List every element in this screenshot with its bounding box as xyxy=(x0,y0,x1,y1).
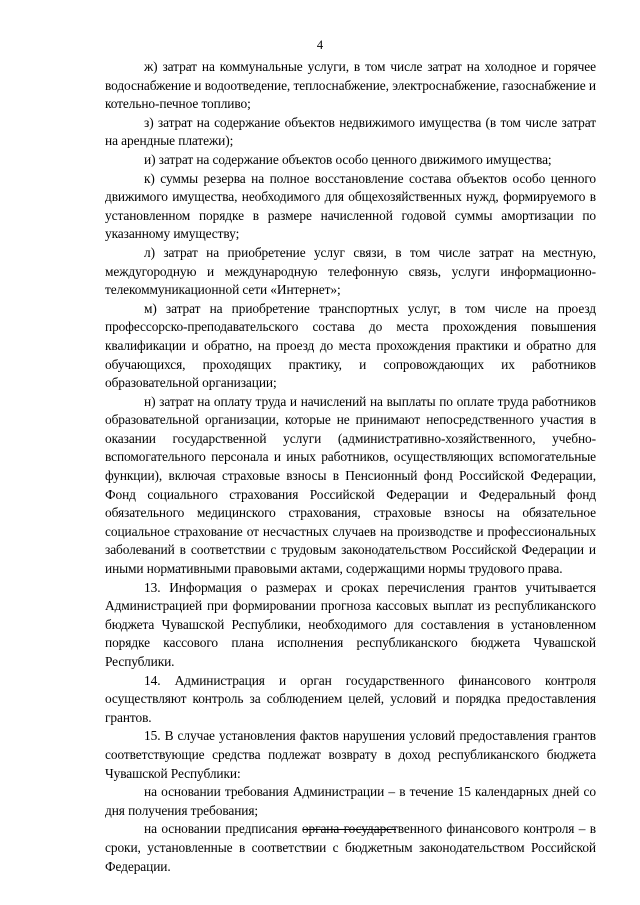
document-body xyxy=(105,58,596,876)
paragraph-k: к) суммы резерва на полное восстановление состава объектов особо ценного движимого имущества, необходимого для общехозяйственных нужд, формируемого в установленном порядке в размере начисленной годовой суммы амортизации по указанному имуществу; xyxy=(105,170,596,242)
paragraph-15-administration: на основании требования Администрации – в течение 15 календарных дней со дня получения требования; xyxy=(105,784,596,818)
paragraph-n: н) затрат на оплату труда и начислений на выплаты по оплате труда работников образовательной организации, которые не принимают непосредственного участия в оказании государственной услуги (административно-хозяйственного, учебно-вспомогательного персонала и иных работников, осуществляющих вспомогательные функции), включая страховые взносы в Пенсионный фонд Российской Федерации, Фонд социального страхования Российской Федерации и Федеральный фонд обязательного медицинского страхования, страховые взносы на обязательное социальное страхование от несчастных случаев на производстве и профессиональных заболеваний в соответствии с трудовым законодательством Российской Федерации и иными нормативными правовыми актами, содержащими нормы трудового права. xyxy=(105,393,596,577)
paragraph-z: з) затрат на содержание объектов недвижимого имущества (в том числе затрат на арендные платежи); xyxy=(105,114,596,149)
paragraph-15-control-body: на основании предписания органа государственного финансового контроля – в сроки, установленные в соответствии с бюджетным законодательством Российской Федерации. xyxy=(105,821,596,874)
paragraph-13: 13. Информация о размерах и сроках перечисления грантов учитывается Администрацией при формировании прогноза кассовых выплат из республиканского бюджета Чувашской Республики, необходимого для составления в установленном порядке кассового плана исполнения республиканского бюджета Чувашской Республики. xyxy=(105,579,596,669)
page-number: 4 xyxy=(316,38,324,52)
paragraph-zh: ж) затрат на коммунальные услуги, в том числе затрат на холодное и горячее водоснабжение и водоотведение, теплоснабжение, электроснабжение, газоснабжение и котельно-печное топливо; xyxy=(105,59,596,112)
paragraph-14: 14. Администрация и орган государственного финансового контроля осуществляют контроль за соблюдением целей, условий и порядка предоставления грантов. xyxy=(105,672,596,725)
paragraph-15: 15. В случае установления фактов нарушения условий предоставления грантов соответствующие средства подлежат возврату в доход республиканского бюджета Чувашской Республики: xyxy=(105,728,596,781)
footer-separator-line xyxy=(303,829,396,830)
paragraph-m: м) затрат на приобретение транспортных услуг, в том числе на проезд профессорско-преподавательского состава до места прохождения повышения квалификации и обратно, на проезд до места прохождения практики и обратно для обучающихся, проходящих практику, и сопровождающих их работников образовательной организации; xyxy=(105,300,596,391)
paragraph-i: и) затрат на содержание объектов особо ценного движимого имущества; xyxy=(144,151,552,167)
paragraph-l: л) затрат на приобретение услуг связи, в том числе затрат на местную, междугородную и международную телефонную связь, услуги информационно-телекоммуникационной сети «Интернет»; xyxy=(105,244,596,298)
